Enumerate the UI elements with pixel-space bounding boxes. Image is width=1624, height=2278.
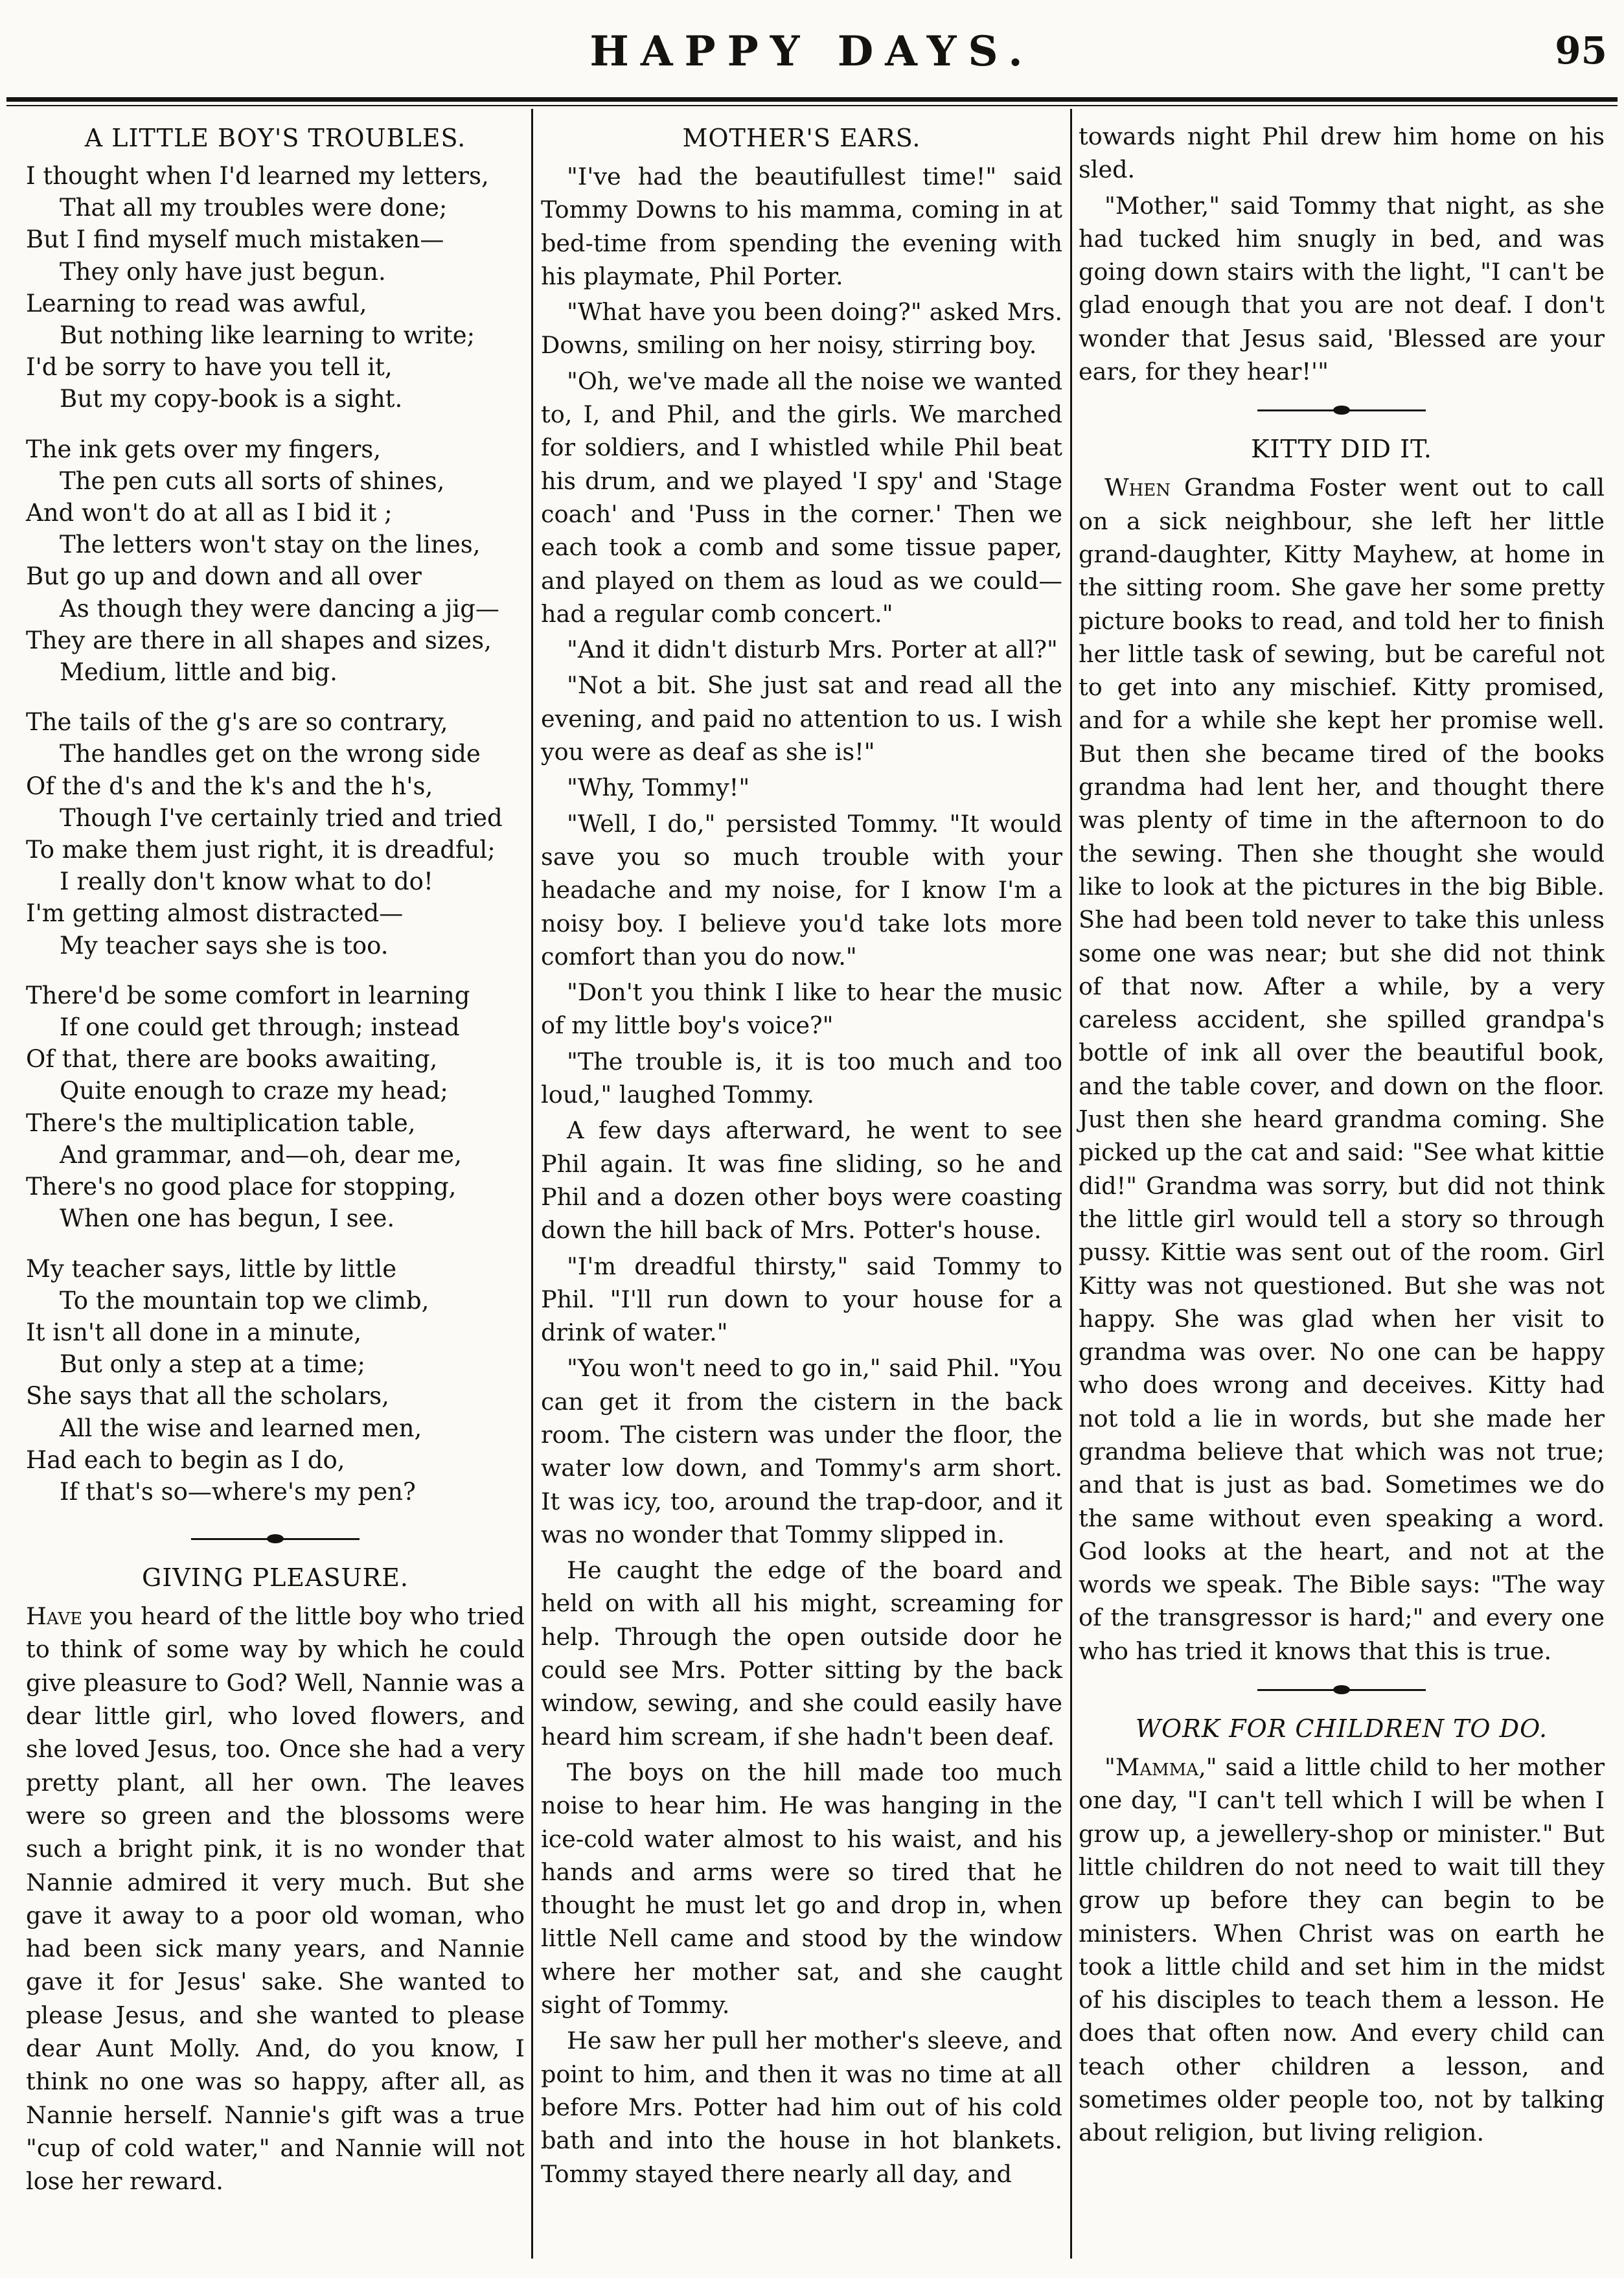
poem-line: Though I've certainly tried and tried: [60, 803, 503, 832]
newspaper-title: HAPPY DAYS.: [589, 27, 1035, 76]
poem-line: I really don't know what to do!: [60, 868, 433, 896]
poem-line: Of that, there are books awaiting,: [26, 1045, 438, 1074]
poem-line: She says that all the scholars,: [26, 1382, 389, 1410]
poem-line: But go up and down and all over: [26, 562, 422, 591]
poem-line: They only have just begun.: [60, 257, 386, 286]
drop-lead: Have: [26, 1602, 83, 1631]
story-paragraph: [26, 1600, 525, 2198]
story-body: you heard of the little boy who tried to think of some way by which he could give pleasure to God? Well, Nannie was a dear little girl, who loved flowers, and she loved Jesus, too. Once she had a very pretty plant, all her own. The leaves were so green and the blossoms were such a bright pink, it is no wonder that Nannie admired it very much. But she gave it away to a poor old woman, who had been sick many years, and Nannie gave it for Jesus' sake. She wanted to please Jesus, and she wanted to please dear Aunt Molly. And, do you know, I think no one was so happy, after all, as Nannie herself. Nannie's gift was a true "cup of cold water," and Nannie will not lose her reward.: [26, 1602, 525, 2196]
story-giving-pleasure: [26, 1600, 525, 2198]
column-2: [541, 120, 1062, 2233]
poem-line: There'd be some comfort in learning: [26, 981, 470, 1009]
poem-line: They are there in all shapes and sizes,: [26, 626, 492, 654]
story-paragraph: "Well, I do," persisted Tommy. "It would save you so much trouble with your headache and my noise, for I know I'm a noisy boy. I believe you'd take lots more comfort than you do now.": [541, 809, 1062, 971]
section-divider: [1257, 397, 1426, 423]
poem-line: But my copy-book is a sight.: [60, 385, 403, 413]
poem-line: But only a step at a time;: [60, 1350, 365, 1379]
story-paragraph: "Oh, we've made all the noise we wanted to, I, and Phil, and the girls. We marched for soldiers, and I whistled while Phil beat his drum, and we played 'I spy' and 'Stage coach' and 'Puss in the corner.' Then we each took a comb and some tissue paper, and played on them as loud as we could—had a regular comb concert.": [541, 367, 1062, 628]
story-paragraph: He caught the edge of the board and held on with all his might, screaming for help. Through the open outside door he could see Mrs. Potter sitting by the back window, sewing, and she could easily have heard him scream, if she hadn't been deaf.: [541, 1556, 1062, 1751]
poem-stanza: [26, 160, 525, 415]
poem: [26, 160, 525, 1508]
poem-line: I thought when I'd learned my letters,: [26, 162, 489, 190]
poem-line: The handles get on the wrong side: [60, 740, 481, 768]
poem-title: A LITTLE BOY'S TROUBLES.: [84, 124, 466, 152]
column-divider-2: [1070, 109, 1072, 2259]
poem-stanza: [26, 706, 525, 961]
section-divider: [191, 1526, 360, 1552]
story-paragraph: "You won't need to go in," said Phil. "You can get it from the cistern in the back room. The cistern was under the floor, the water low down, and Tommy's arm short. It was icy, too, around the trap-door, and it was no wonder that Tommy slipped in.: [541, 1354, 1062, 1548]
story-paragraph: The boys on the hill made too much noise to hear him. He was hanging in the ice-cold water almost to his waist, and his hands and arms were so tired that he thought he must let go and drop in, when little Nell came and stood by the window where her mother sat, and she caught sight of Tommy.: [541, 1758, 1062, 2019]
poem-line: To make them just right, it is dreadful;: [26, 836, 496, 864]
poem-line: And won't do at all as I bid it ;: [26, 499, 393, 527]
story-work-for-children: [1079, 1751, 1605, 2150]
story-mothers-ears-continued: [1079, 120, 1605, 388]
page-header: [0, 26, 1624, 97]
poem-line: The pen cuts all sorts of shines,: [60, 466, 445, 495]
poem-line: Quite enough to craze my head;: [60, 1077, 448, 1105]
poem-line: My teacher says, little by little: [26, 1254, 397, 1283]
story-paragraph: [1079, 1751, 1605, 2150]
story-paragraph: towards night Phil drew him home on his sled.: [1079, 122, 1605, 184]
poem-line: The tails of the g's are so contrary,: [26, 708, 448, 737]
story-paragraph: "Not a bit. She just sat and read all the evening, and paid no attention to us. I wish you were as deaf as she is!": [541, 671, 1062, 766]
story-title-mothers-ears: MOTHER'S EARS.: [682, 124, 921, 152]
poem-line: The letters won't stay on the lines,: [60, 531, 481, 559]
poem-line: If one could get through; instead: [60, 1013, 460, 1042]
drop-lead: "Mamma,": [1104, 1753, 1217, 1782]
story-paragraph: A few days afterward, he went to see Phil again. It was fine sliding, so he and Phil and a dozen other boys were coasting down the hill back of Mrs. Potter's house.: [541, 1116, 1062, 1245]
poem-line: Learning to read was awful,: [26, 289, 367, 317]
poem-line: Had each to begin as I do,: [26, 1445, 345, 1474]
column-1: [26, 120, 525, 2233]
poem-stanza: [26, 980, 525, 1235]
story-paragraph: "And it didn't disturb Mrs. Porter at all?": [567, 636, 1058, 664]
poem-stanza: [26, 433, 525, 689]
story-paragraph: "Mother," said Tommy that night, as she had tucked him snugly in bed, and was going down stairs with the light, "I can't be glad enough that you are not deaf. I don't wonder that Jesus said, 'Blessed are your ears, for they hear!'": [1079, 191, 1605, 386]
story-paragraph: "I'm dreadful thirsty," said Tommy to Phil. "I'll run down to your house for a drink of water.": [541, 1252, 1062, 1347]
story-body: said a little child to her mother one day, "I can't tell which I will be when I grow up, a jewellery-shop or minister." But little children do not need to wait till they grow up before they can begin to be ministers. When Christ was on earth he took a little child and set him in the midst of his disciples to teach them a lesson. He does that often now. And every child can teach other children a lesson, and sometimes older people too, not by talking about religion, but living religion.: [1079, 1753, 1605, 2147]
header-rule-thick: [6, 97, 1618, 102]
story-title-kitty-did-it: KITTY DID IT.: [1251, 435, 1432, 464]
story-paragraph: He saw her pull her mother's sleeve, and point to him, and then it was no time at all before Mrs. Potter had him out of his cold bath and into the house in hot blankets. Tommy stayed there nearly all day, and: [541, 2027, 1062, 2188]
story-mothers-ears: [541, 160, 1062, 2191]
poem-line: It isn't all done in a minute,: [26, 1318, 361, 1346]
poem-line: And grammar, and—oh, dear me,: [60, 1140, 462, 1169]
header-rule-thin: [6, 105, 1618, 106]
story-paragraph: "Why, Tommy!": [567, 774, 750, 802]
poem-line: All the wise and learned men,: [60, 1414, 422, 1442]
poem-line: When one has begun, I see.: [60, 1204, 395, 1233]
story-title-work-for-children: WORK FOR CHILDREN TO DO.: [1135, 1714, 1548, 1743]
poem-line: Medium, little and big.: [60, 658, 337, 687]
section-divider: [1257, 1677, 1426, 1703]
poem-line: I'm getting almost distracted—: [26, 899, 404, 928]
story-paragraph: "What have you been doing?" asked Mrs. Downs, smiling on her noisy, stirring boy.: [541, 298, 1062, 360]
column-divider-1: [531, 109, 533, 2259]
story-title-giving-pleasure: GIVING PLEASURE.: [142, 1563, 409, 1593]
poem-line: But I find myself much mistaken—: [26, 225, 444, 254]
poem-stanza: [26, 1253, 525, 1508]
poem-line: The ink gets over my fingers,: [26, 435, 382, 463]
poem-line: If that's so—where's my pen?: [60, 1477, 416, 1506]
poem-line: That all my troubles were done;: [60, 194, 448, 222]
story-paragraph: "I've had the beautifullest time!" said Tommy Downs to his mamma, coming in at bed-time from spending the evening with his playmate, Phil Porter.: [541, 163, 1062, 290]
poem-line: Of the d's and the k's and the h's,: [26, 772, 433, 800]
story-kitty-did-it: [1079, 471, 1605, 1668]
poem-line: There's no good place for stopping,: [26, 1173, 457, 1201]
poem-line: I'd be sorry to have you tell it,: [26, 353, 393, 382]
drop-lead: When: [1104, 474, 1171, 502]
column-3: [1079, 120, 1605, 2233]
poem-line: My teacher says she is too.: [60, 931, 389, 960]
poem-line: There's the multiplication table,: [26, 1109, 416, 1137]
poem-line: But nothing like learning to write;: [60, 321, 475, 350]
story-paragraph: "Don't you think I like to hear the music of my little boy's voice?": [541, 978, 1062, 1040]
poem-line: To the mountain top we climb,: [60, 1286, 429, 1315]
poem-line: As though they were dancing a jig—: [60, 594, 499, 623]
story-body: Grandma Foster went out to call on a sick neighbour, she left her little grand-daughter, Kitty Mayhew, at home in the sitting room. She gave her some pretty picture books to read, and told her to finish her little task of sewing, but be careful not to get into any mischief. Kitty promised, and for a while she kept her promise well. But then she became tired of the books grandma had lent her, and thought there was plenty of time in the afternoon to do the sewing. Then she thought she would like to look at the pictures in the big Bible. She had been told never to take this unless some one was near; but she did not think of that now. After a while, by a very careless accident, she spilled grandpa's bottle of ink all over the beautiful book, and the table cover, and down on the floor. Just then she heard grandma coming. She picked up the cat and said: "See what kittie did!" Grandma was sorry, but did not think the little girl would tell a story so through pussy. Kittie was sent out of the room. Girl Kitty was not questioned. But she was not happy. She was glad when her visit to grandma was over. No one can be happy who does wrong and deceives. Kitty had not told a lie in words, but she made her grandma believe that which was not true; and that is just as bad. Sometimes we do the same without even speaking a word. God looks at the heart, and not at the words we speak. The Bible says: "The way of the transgressor is hard;" and every one who has tried it knows that this is true.: [1079, 474, 1605, 1665]
page-number: 95: [1555, 29, 1607, 73]
story-paragraph: [1079, 471, 1605, 1668]
story-paragraph: "The trouble is, it is too much and too loud," laughed Tommy.: [541, 1047, 1062, 1109]
